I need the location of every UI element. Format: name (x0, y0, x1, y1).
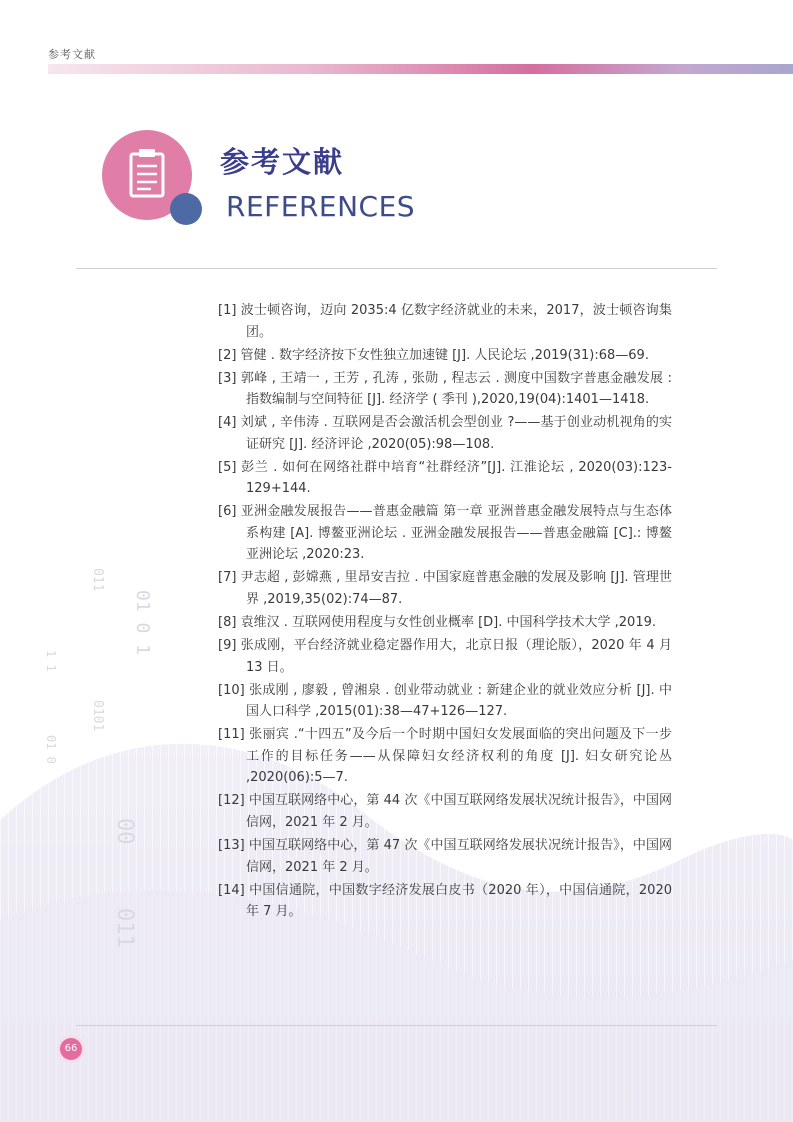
reference-text: 彭兰 . 如何在网络社群中培育“社群经济”[J]. 江淮论坛 , 2020(03):123-129+144. (241, 459, 672, 497)
reference-item (218, 501, 672, 566)
reference-text: 亚洲金融发展报告——普惠金融篇 第一章 亚洲普惠金融发展特点与生态体系构建 [A]. 博鳌亚洲论坛 . 亚洲金融发展报告——普惠金融篇 [C].: 博鳌亚洲论坛 ,2020:23. (240, 504, 673, 563)
reference-number: [9] (218, 638, 237, 654)
reference-number: [3] (218, 370, 237, 386)
reference-item (218, 635, 672, 678)
binary-decor-7: 011 (112, 908, 137, 948)
reference-number: [10] (218, 682, 245, 698)
reference-number: [6] (218, 504, 237, 520)
reference-text: 管健 . 数字经济按下女性独立加速键 [J]. 人民论坛 ,2019(31):68—69. (240, 347, 649, 363)
reference-text: 中国互联网络中心，第 47 次《中国互联网络发展状况统计报告》，中国网信网，2021 年 2 月。 (246, 837, 673, 875)
binary-decor-4: 0101 (90, 700, 105, 732)
reference-text: 中国互联网络中心，第 44 次《中国互联网络发展状况统计报告》，中国网信网，2021 年 2 月。 (246, 793, 673, 830)
reference-number: [13] (218, 837, 245, 853)
reference-list (218, 300, 672, 924)
binary-decor-1: 01 0 1 (132, 590, 153, 656)
binary-decor-5: 01 0 (44, 735, 58, 764)
footer-divider (76, 1025, 717, 1026)
reference-item (218, 412, 672, 455)
reference-number: [8] (218, 615, 237, 631)
header-gradient-bar (48, 64, 793, 74)
reference-item (218, 612, 672, 634)
reference-number: [1] (218, 303, 237, 318)
reference-text: 张丽宾 .“十四五”及今后一个时期中国妇女发展面临的突出问题及下一步工作的目标任务——从保障妇女经济权利的角度 [J]. 妇女研究论丛 ,2020(06):5—7. (246, 727, 672, 786)
reference-item (218, 457, 672, 500)
binary-decor-2: 011 (90, 568, 105, 592)
page-number: 66 (60, 1038, 82, 1060)
accent-dot (170, 193, 202, 225)
running-head: 参考文献 (48, 48, 96, 61)
reference-item (218, 680, 672, 723)
reference-number: [4] (218, 415, 237, 431)
page-title-en: REFERENCES (226, 190, 416, 223)
reference-item (218, 567, 672, 610)
page-number-badge (57, 1035, 85, 1063)
reference-text: 张成刚 , 廖毅 , 曾湘泉 . 创业带动就业 : 新建企业的就业效应分析 [J]. 中国人口科学 ,2015(01):38—47+126—127. (246, 682, 672, 720)
reference-number: [5] (218, 459, 237, 475)
reference-text: 郭峰 , 王靖一 , 王芳 , 孔涛 , 张勋 , 程志云 . 测度中国数字普惠金融发展 : 指数编制与空间特征 [J]. 经济学 ( 季刊 ),2020,19(04):1401—1418. (240, 370, 672, 408)
reference-text: 袁维汉 . 互联网使用程度与女性创业概率 [D]. 中国科学技术大学 ,2019. (240, 615, 656, 631)
binary-decor-3: 1 1 (44, 650, 58, 672)
reference-item (218, 880, 672, 923)
reference-text: 张成刚，平台经济就业稳定器作用大，北京日报（理论版），2020 年 4 月 13 日。 (240, 638, 672, 675)
reference-number: [7] (218, 570, 237, 586)
reference-item (218, 835, 672, 878)
reference-item (218, 790, 672, 833)
reference-item (218, 368, 672, 411)
reference-number: [2] (218, 347, 237, 363)
reference-number: [14] (218, 882, 245, 898)
reference-number: [12] (218, 793, 245, 809)
reference-text: 中国信通院，中国数字经济发展白皮书（2020 年），中国信通院，2020 年 7 月。 (246, 882, 672, 920)
binary-decor-6: 00 (112, 818, 137, 845)
reference-item (218, 724, 672, 789)
reference-item (218, 300, 672, 343)
title-divider (76, 268, 717, 269)
reference-item (218, 345, 672, 367)
reference-text: 尹志超 , 彭嫦燕 , 里昂安吉拉 . 中国家庭普惠金融的发展及影响 [J]. 管理世界 ,2019,35(02):74—87. (240, 570, 672, 608)
reference-number: [11] (218, 727, 245, 743)
reference-text: 波士顿咨询，迈向 2035:4 亿数字经济就业的未来，2017，波士顿咨询集团。 (240, 303, 672, 340)
reference-text: 刘斌 , 辛伟涛 . 互联网是否会激活机会型创业 ?——基于创业动机视角的实证研究 [J]. 经济评论 ,2020(05):98—108. (240, 415, 673, 452)
page-title-cn: 参考文献 (220, 145, 345, 179)
